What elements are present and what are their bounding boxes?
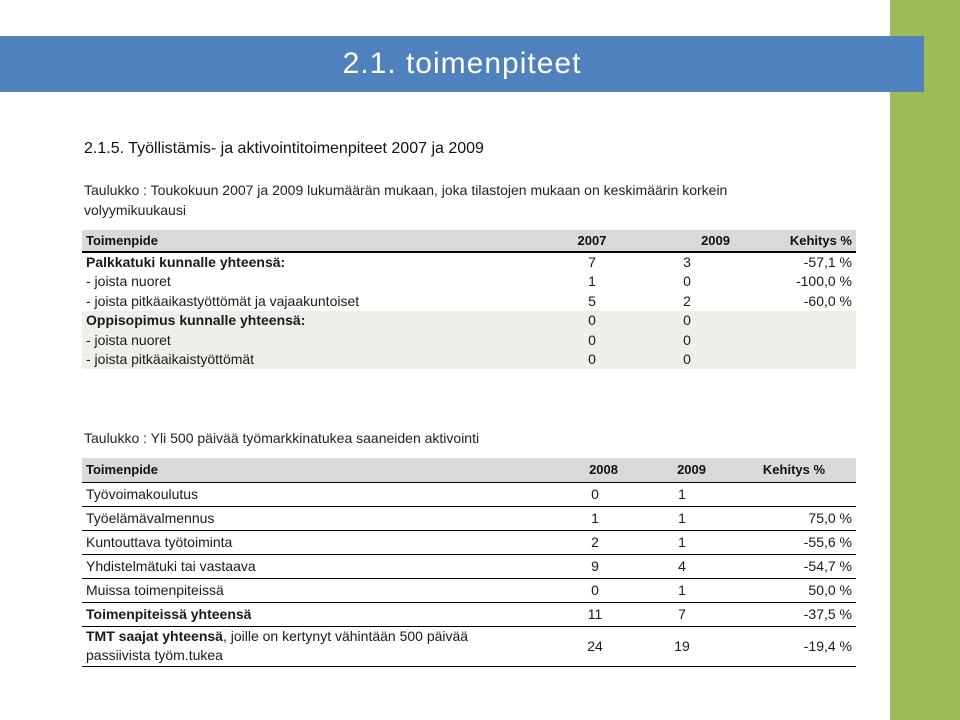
- row-label: Muissa toimenpiteissä: [82, 578, 522, 602]
- row-change: -55,6 %: [732, 530, 856, 554]
- row-value-2008: 0: [522, 482, 632, 506]
- row-value-2009: 0: [683, 273, 691, 290]
- col-header-toimenpide: Toimenpide: [82, 230, 552, 252]
- row-label: Työvoimakoulutus: [82, 482, 522, 506]
- row-label: - joista nuoret: [86, 331, 171, 348]
- row-value-2009: 1: [632, 530, 732, 554]
- table-row: [82, 330, 856, 350]
- row-label-rest: , joille on kertynyt vähintään 500 päivää passiivista työm.tukea: [86, 628, 469, 663]
- row-label: Toimenpiteissä yhteensä: [82, 602, 522, 626]
- row-value-2007: 0: [588, 312, 596, 329]
- row-value-2007: 1: [588, 273, 596, 290]
- row-value-2008: 9: [522, 554, 632, 578]
- table-yli-500-paivaa: [82, 458, 856, 667]
- row-label: Palkkatuki kunnalle yhteensä:: [86, 254, 286, 271]
- row-value-2009: 0: [683, 351, 691, 368]
- row-value-2009: 4: [632, 554, 732, 578]
- row-change: -37,5 %: [732, 602, 856, 626]
- section-heading: 2.1.5. Työllistämis- ja aktivointitoimenpiteet 2007 ja 2009: [84, 140, 484, 157]
- row-value-2008: 11: [522, 602, 632, 626]
- row-value-2008: 0: [522, 578, 632, 602]
- row-change: [742, 350, 856, 370]
- row-value-2007: 0: [588, 331, 596, 348]
- row-change: -57,1 %: [803, 254, 852, 271]
- table-toukokuu-2007-2009: [82, 230, 856, 369]
- table-row: [82, 291, 856, 311]
- col-header-kehitys: Kehitys %: [732, 458, 856, 482]
- slide-title: 2.1. toimenpiteet: [342, 47, 582, 80]
- row-value-2008: 2: [522, 530, 632, 554]
- table1-caption: Taulukko : Toukokuun 2007 ja 2009 lukumäärän mukaan, joka tilastojen mukaan on keskimäärin korkein volyymikuukausi: [84, 182, 728, 218]
- row-value-2009: 2: [683, 292, 691, 309]
- title-banner: [0, 36, 924, 92]
- row-value-2009: 3: [683, 254, 691, 271]
- col-header-2007: 2007: [552, 230, 632, 252]
- row-label: Yhdistelmätuki tai vastaava: [82, 554, 522, 578]
- row-label: - joista pitkäaikaistyöttömät: [86, 351, 255, 368]
- table-row: [82, 311, 856, 331]
- table-row: [82, 578, 856, 602]
- row-value-2008: 1: [522, 506, 632, 530]
- row-change: [732, 482, 856, 506]
- row-change: [742, 311, 856, 331]
- row-label-bold: TMT saajat yhteensä: [86, 628, 223, 644]
- row-label: Kuntouttava työtoiminta: [82, 530, 522, 554]
- table2-caption: Taulukko : Yli 500 päivää työmarkkinatukea saaneiden aktivointi: [84, 430, 480, 446]
- row-label: - joista pitkäaikastyöttömät ja vajaakuntoiset: [86, 292, 360, 309]
- row-value-2009: 0: [683, 312, 691, 329]
- col-header-toimenpide: Toimenpide: [82, 458, 522, 482]
- row-label: - joista nuoret: [86, 273, 171, 290]
- row-label: Oppisopimus kunnalle yhteensä:: [86, 312, 306, 329]
- side-accent-bar: [890, 0, 960, 720]
- row-value-2009: 7: [632, 602, 732, 626]
- table-row: [82, 554, 856, 578]
- row-value-2007: 5: [588, 292, 596, 309]
- table-row: [82, 252, 856, 272]
- table-row: [82, 602, 856, 626]
- col-header-kehitys: Kehitys %: [742, 230, 856, 252]
- row-value-2007: 0: [588, 351, 596, 368]
- table-row: [82, 482, 856, 506]
- row-value-2009: 1: [632, 506, 732, 530]
- table-row: [82, 506, 856, 530]
- row-value-2009: 1: [632, 482, 732, 506]
- row-change: 50,0 %: [732, 578, 856, 602]
- table-row-total: [82, 626, 856, 666]
- col-header-2008: 2008: [522, 458, 632, 482]
- row-label: [82, 626, 522, 666]
- row-change: -60,0 %: [803, 292, 852, 309]
- row-value-2008: 24: [522, 626, 632, 666]
- row-value-2009: 19: [632, 626, 732, 666]
- table-row: [82, 350, 856, 370]
- row-value-2009: 1: [632, 578, 732, 602]
- row-change: -54,7 %: [732, 554, 856, 578]
- table-header-row: [82, 230, 856, 252]
- table-header-row: [82, 458, 856, 482]
- row-change: -100,0 %: [795, 273, 852, 290]
- row-change: -19,4 %: [732, 626, 856, 666]
- table-row: [82, 530, 856, 554]
- row-change: [742, 330, 856, 350]
- col-header-2009: 2009: [632, 230, 742, 252]
- table-row: [82, 272, 856, 292]
- row-label: Työelämävalmennus: [82, 506, 522, 530]
- row-change: 75,0 %: [732, 506, 856, 530]
- col-header-2009: 2009: [632, 458, 732, 482]
- row-value-2007: 7: [588, 254, 596, 271]
- row-value-2009: 0: [683, 331, 691, 348]
